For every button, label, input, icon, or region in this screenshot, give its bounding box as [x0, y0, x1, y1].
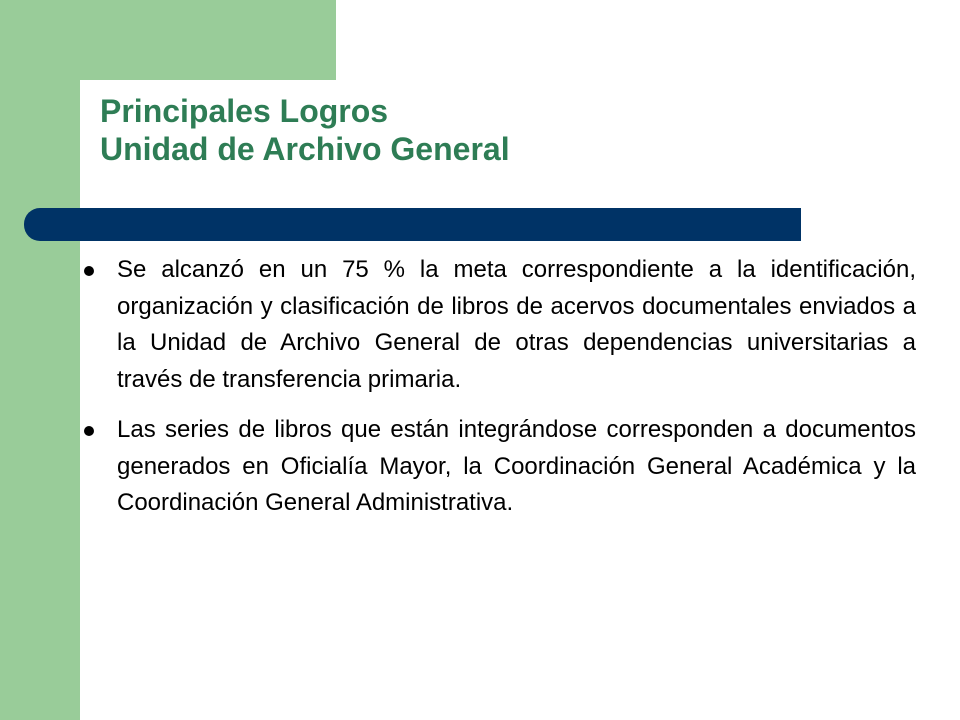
bullet-text-2: Las series de libros que están integrándose corresponden a documentos generados en Oficialía Mayor, la Coordinación General Académica y la Coordinación General Administrativa.	[117, 416, 916, 516]
bullet-text-1: Se alcanzó en un 75 % la meta correspondiente a la identificación, organización y clasificación de libros de acervos documentales enviados a la Unidad de Archivo General de otras dependencias universitarias a través de transferencia primaria.	[117, 256, 916, 393]
bullet-dot-icon	[84, 426, 94, 436]
bullet-item-1	[80, 252, 916, 398]
slide-title-line-1: Principales Logros	[100, 93, 389, 129]
title-underline-bar	[24, 208, 801, 241]
bullet-dot-icon	[84, 266, 94, 276]
bullet-item-2	[80, 412, 916, 522]
slide-title-line-2: Unidad de Archivo General	[100, 131, 510, 167]
left-decorative-band	[0, 0, 80, 720]
top-decorative-band	[0, 0, 336, 80]
slide-title	[100, 92, 860, 168]
bullet-list	[80, 252, 916, 536]
